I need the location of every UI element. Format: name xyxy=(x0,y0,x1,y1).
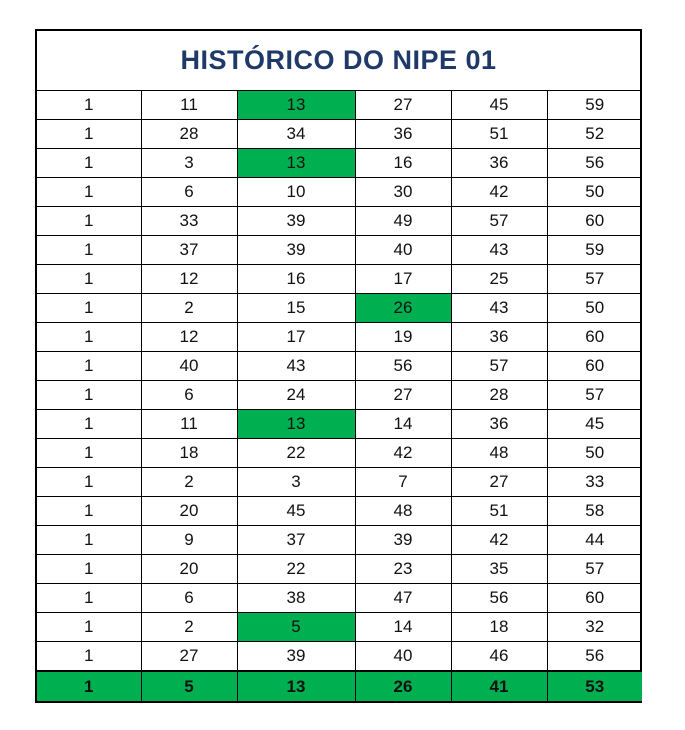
table-row xyxy=(37,526,642,555)
table-row xyxy=(37,207,642,236)
table-cell: 39 xyxy=(237,236,355,265)
table-cell: 1 xyxy=(37,91,141,120)
total-cell: 13 xyxy=(237,671,355,701)
table-cell: 57 xyxy=(547,555,642,584)
table-cell: 28 xyxy=(451,381,547,410)
table-cell: 5 xyxy=(237,613,355,642)
table-cell: 45 xyxy=(547,410,642,439)
table-cell: 1 xyxy=(37,207,141,236)
table-cell: 40 xyxy=(141,352,237,381)
table-cell: 1 xyxy=(37,642,141,672)
table-cell: 33 xyxy=(141,207,237,236)
table-cell: 2 xyxy=(141,294,237,323)
table-cell: 34 xyxy=(237,120,355,149)
table-row xyxy=(37,149,642,178)
table-cell: 19 xyxy=(355,323,451,352)
table-row xyxy=(37,642,642,672)
table-cell: 1 xyxy=(37,555,141,584)
table-cell: 43 xyxy=(451,294,547,323)
table-cell: 1 xyxy=(37,526,141,555)
table-cell: 12 xyxy=(141,323,237,352)
table-cell: 40 xyxy=(355,642,451,672)
table-cell: 39 xyxy=(237,207,355,236)
table-cell: 12 xyxy=(141,265,237,294)
table-cell: 18 xyxy=(451,613,547,642)
table-cell: 40 xyxy=(355,236,451,265)
table-cell: 48 xyxy=(451,439,547,468)
table-cell: 47 xyxy=(355,584,451,613)
table-cell: 23 xyxy=(355,555,451,584)
table-row xyxy=(37,497,642,526)
table-cell: 1 xyxy=(37,584,141,613)
table-cell: 13 xyxy=(237,149,355,178)
table-cell: 36 xyxy=(355,120,451,149)
table-cell: 27 xyxy=(355,381,451,410)
table-cell: 1 xyxy=(37,236,141,265)
table-cell: 1 xyxy=(37,497,141,526)
table-cell: 60 xyxy=(547,352,642,381)
table-cell: 1 xyxy=(37,468,141,497)
history-sheet xyxy=(35,29,642,703)
total-cell: 5 xyxy=(141,671,237,701)
table-cell: 50 xyxy=(547,294,642,323)
table-row xyxy=(37,323,642,352)
table-cell: 2 xyxy=(141,613,237,642)
table-cell: 56 xyxy=(547,149,642,178)
table-row xyxy=(37,613,642,642)
table-cell: 20 xyxy=(141,555,237,584)
table-cell: 50 xyxy=(547,178,642,207)
table-cell: 60 xyxy=(547,584,642,613)
table-cell: 20 xyxy=(141,497,237,526)
table-cell: 57 xyxy=(547,265,642,294)
table-cell: 42 xyxy=(451,526,547,555)
table-cell: 36 xyxy=(451,323,547,352)
total-cell: 41 xyxy=(451,671,547,701)
table-cell: 39 xyxy=(355,526,451,555)
table-cell: 6 xyxy=(141,178,237,207)
table-cell: 25 xyxy=(451,265,547,294)
table-cell: 49 xyxy=(355,207,451,236)
table-cell: 3 xyxy=(141,149,237,178)
table-cell: 52 xyxy=(547,120,642,149)
table-cell: 24 xyxy=(237,381,355,410)
table-cell: 6 xyxy=(141,584,237,613)
table-row xyxy=(37,91,642,120)
table-row xyxy=(37,352,642,381)
table-row xyxy=(37,584,642,613)
table-cell: 58 xyxy=(547,497,642,526)
table-cell: 1 xyxy=(37,265,141,294)
table-cell: 18 xyxy=(141,439,237,468)
table-cell: 45 xyxy=(237,497,355,526)
table-cell: 13 xyxy=(237,410,355,439)
table-cell: 17 xyxy=(355,265,451,294)
table-cell: 2 xyxy=(141,468,237,497)
table-cell: 43 xyxy=(237,352,355,381)
table-cell: 45 xyxy=(451,91,547,120)
total-cell: 1 xyxy=(37,671,141,701)
table-cell: 1 xyxy=(37,178,141,207)
table-cell: 1 xyxy=(37,439,141,468)
total-cell: 26 xyxy=(355,671,451,701)
table-cell: 57 xyxy=(451,352,547,381)
table-cell: 57 xyxy=(547,381,642,410)
table-cell: 39 xyxy=(237,642,355,672)
table-cell: 9 xyxy=(141,526,237,555)
table-row xyxy=(37,555,642,584)
table-cell: 33 xyxy=(547,468,642,497)
table-cell: 1 xyxy=(37,323,141,352)
table-cell: 17 xyxy=(237,323,355,352)
table-cell: 32 xyxy=(547,613,642,642)
table-cell: 50 xyxy=(547,439,642,468)
table-row xyxy=(37,236,642,265)
table-row xyxy=(37,120,642,149)
table-row xyxy=(37,381,642,410)
table-cell: 22 xyxy=(237,439,355,468)
table-cell: 36 xyxy=(451,149,547,178)
table-row xyxy=(37,439,642,468)
table-cell: 38 xyxy=(237,584,355,613)
table-cell: 42 xyxy=(355,439,451,468)
table-cell: 7 xyxy=(355,468,451,497)
table-cell: 3 xyxy=(237,468,355,497)
table-cell: 56 xyxy=(355,352,451,381)
table-cell: 11 xyxy=(141,410,237,439)
table-cell: 26 xyxy=(355,294,451,323)
table-cell: 1 xyxy=(37,613,141,642)
table-cell: 1 xyxy=(37,381,141,410)
table-cell: 56 xyxy=(547,642,642,672)
table-cell: 46 xyxy=(451,642,547,672)
table-cell: 43 xyxy=(451,236,547,265)
table-cell: 59 xyxy=(547,91,642,120)
history-table xyxy=(37,91,642,701)
table-row xyxy=(37,178,642,207)
table-row xyxy=(37,265,642,294)
table-cell: 60 xyxy=(547,207,642,236)
table-cell: 27 xyxy=(355,91,451,120)
sheet-title-cell xyxy=(37,31,640,91)
table-cell: 51 xyxy=(451,497,547,526)
table-cell: 1 xyxy=(37,294,141,323)
table-cell: 13 xyxy=(237,91,355,120)
table-cell: 16 xyxy=(237,265,355,294)
history-table-body xyxy=(37,91,642,701)
total-cell: 53 xyxy=(547,671,642,701)
table-cell: 27 xyxy=(141,642,237,672)
table-cell: 27 xyxy=(451,468,547,497)
table-cell: 11 xyxy=(141,91,237,120)
table-cell: 37 xyxy=(237,526,355,555)
table-cell: 44 xyxy=(547,526,642,555)
table-cell: 22 xyxy=(237,555,355,584)
table-cell: 1 xyxy=(37,410,141,439)
table-cell: 56 xyxy=(451,584,547,613)
table-cell: 30 xyxy=(355,178,451,207)
table-cell: 42 xyxy=(451,178,547,207)
table-cell: 59 xyxy=(547,236,642,265)
table-cell: 28 xyxy=(141,120,237,149)
table-cell: 15 xyxy=(237,294,355,323)
table-row xyxy=(37,468,642,497)
table-row xyxy=(37,410,642,439)
total-row xyxy=(37,671,642,701)
table-cell: 51 xyxy=(451,120,547,149)
table-cell: 1 xyxy=(37,120,141,149)
table-cell: 37 xyxy=(141,236,237,265)
table-cell: 36 xyxy=(451,410,547,439)
table-cell: 60 xyxy=(547,323,642,352)
table-cell: 6 xyxy=(141,381,237,410)
sheet-title: HISTÓRICO DO NIPE 01 xyxy=(180,45,497,75)
table-cell: 16 xyxy=(355,149,451,178)
table-cell: 48 xyxy=(355,497,451,526)
table-cell: 14 xyxy=(355,410,451,439)
table-cell: 1 xyxy=(37,149,141,178)
table-cell: 57 xyxy=(451,207,547,236)
table-cell: 10 xyxy=(237,178,355,207)
table-row xyxy=(37,294,642,323)
table-cell: 1 xyxy=(37,352,141,381)
table-cell: 14 xyxy=(355,613,451,642)
table-cell: 35 xyxy=(451,555,547,584)
